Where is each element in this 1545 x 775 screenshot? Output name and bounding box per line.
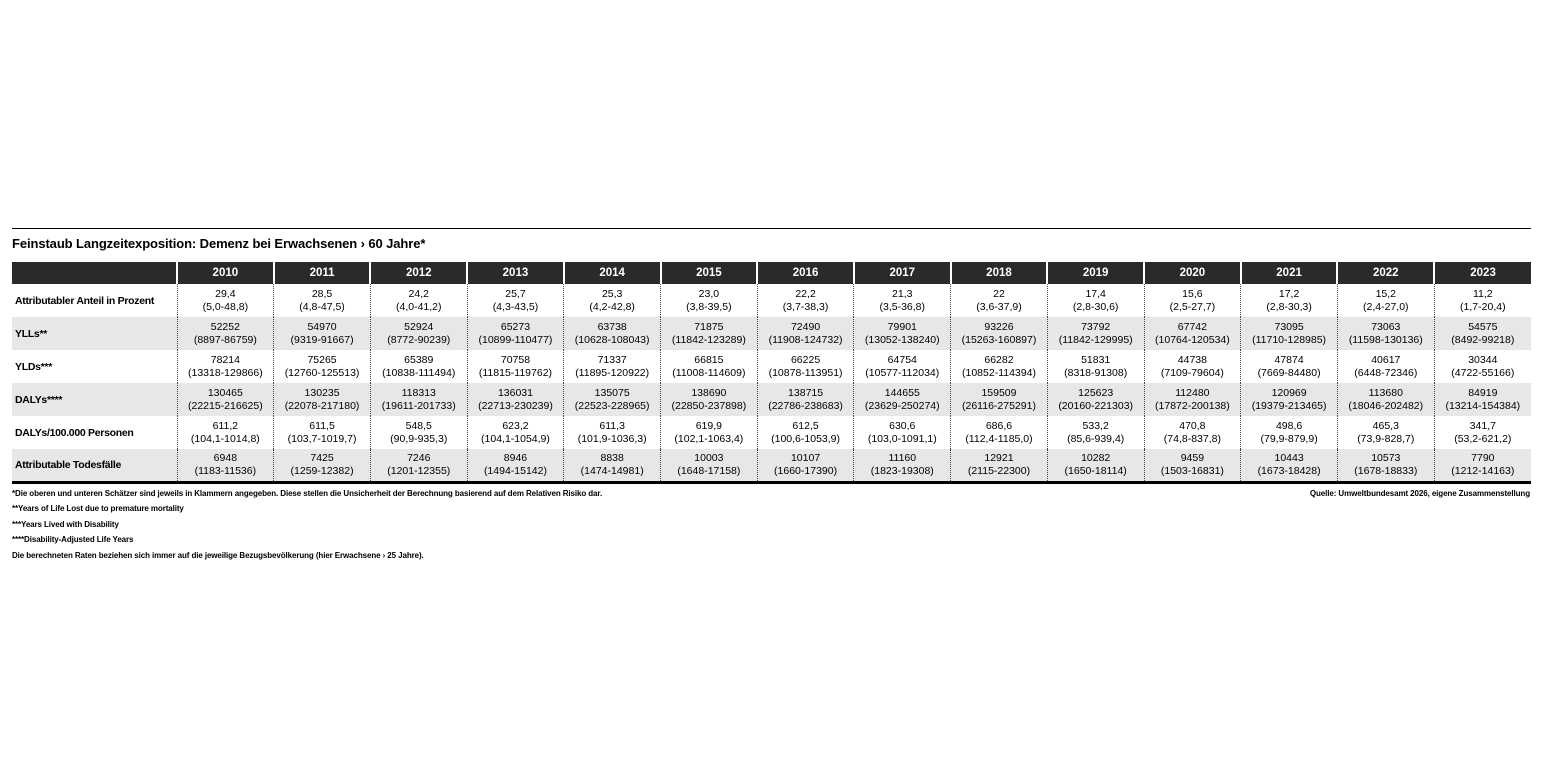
data-cell: [1047, 350, 1144, 383]
cell-uncertainty-range: (20160-221303): [1058, 399, 1134, 412]
cell-uncertainty-range: (7669-84480): [1257, 366, 1321, 379]
cell-value: 8838: [600, 451, 624, 464]
cell-value: 22,2: [795, 287, 816, 300]
cell-value: 10107: [790, 451, 821, 464]
cell-value: 17,4: [1085, 287, 1106, 300]
cell-value: 78214: [210, 353, 240, 366]
cell-value: 72490: [790, 320, 821, 333]
cell-uncertainty-range: (1183-11536): [194, 464, 257, 477]
table-row: [12, 317, 1531, 350]
cell-value: 548,5: [405, 419, 432, 432]
cell-uncertainty-range: (6448-72346): [1354, 366, 1418, 379]
cell-uncertainty-range: (22713-230239): [478, 399, 553, 412]
cell-value: 118313: [401, 386, 436, 399]
footnote-rates: Die berechneten Raten beziehen sich immer auf die jeweilige Bezugsbevölkerung (hier Erwachsene › 25 Jahre).: [12, 550, 424, 560]
data-cell: [370, 284, 467, 317]
data-cell: [177, 383, 274, 416]
data-cell: [1144, 449, 1241, 482]
cell-uncertainty-range: (18046-202482): [1348, 399, 1424, 412]
data-cell: [564, 284, 661, 317]
data-cell: [757, 449, 854, 482]
year-header: 2013: [467, 262, 564, 284]
cell-uncertainty-range: (1259-12382): [290, 464, 354, 477]
cell-value: 52924: [404, 320, 434, 333]
year-header: 2019: [1047, 262, 1144, 284]
year-header: 2017: [854, 262, 951, 284]
cell-uncertainty-range: (4,8-47,5): [299, 300, 345, 313]
data-cell: [854, 416, 951, 449]
cell-value: 144655: [884, 386, 920, 399]
data-cell: [951, 383, 1048, 416]
data-cell: [467, 350, 564, 383]
data-cell: [854, 317, 951, 350]
cell-value: 130465: [207, 386, 243, 399]
cell-uncertainty-range: (12760-125513): [284, 366, 360, 379]
data-cell: [274, 350, 371, 383]
cell-uncertainty-range: (1673-18428): [1257, 464, 1321, 477]
data-cell: [370, 449, 467, 482]
table-head: [12, 262, 1531, 284]
cell-uncertainty-range: (8492-99218): [1451, 333, 1515, 346]
row-label: YLDs***: [15, 360, 52, 373]
cell-uncertainty-range: (8772-90239): [387, 333, 451, 346]
data-cell: [1434, 416, 1531, 449]
cell-uncertainty-range: (11895-120922): [575, 366, 650, 379]
data-cell: [274, 317, 371, 350]
data-cell: [1144, 284, 1241, 317]
cell-value: 84919: [1468, 386, 1498, 399]
data-cell: [1144, 317, 1241, 350]
cell-value: 10443: [1274, 451, 1304, 464]
cell-uncertainty-range: (17872-200138): [1155, 399, 1230, 412]
data-cell: [274, 416, 371, 449]
cell-value: 15,2: [1375, 287, 1396, 300]
cell-value: 40617: [1371, 353, 1401, 366]
cell-uncertainty-range: (13052-138240): [864, 333, 940, 346]
cell-uncertainty-range: (11710-128985): [1252, 333, 1327, 346]
cell-value: 65273: [500, 320, 531, 333]
data-cell: [564, 416, 661, 449]
cell-uncertainty-range: (3,7-38,3): [782, 300, 829, 313]
footnote-dalys: ****Disability-Adjusted Life Years: [12, 535, 134, 544]
cell-uncertainty-range: (2115-22300): [967, 464, 1031, 477]
cell-uncertainty-range: (4,0-41,2): [395, 300, 442, 313]
data-cell: [564, 383, 661, 416]
cell-uncertainty-range: (10577-112034): [865, 366, 940, 379]
cell-uncertainty-range: (2,5-27,7): [1169, 300, 1216, 313]
table-figure: [12, 228, 1531, 566]
data-cell: [1047, 383, 1144, 416]
cell-uncertainty-range: (8318-91308): [1064, 366, 1128, 379]
cell-uncertainty-range: (10878-113951): [768, 366, 843, 379]
data-cell: [274, 284, 371, 317]
data-cell: [1241, 416, 1338, 449]
data-cell: [564, 317, 661, 350]
data-cell: [467, 284, 564, 317]
cell-uncertainty-range: (1212-14163): [1451, 464, 1515, 477]
cell-uncertainty-range: (22078-217180): [284, 399, 360, 412]
cell-value: 138715: [788, 386, 824, 399]
cell-uncertainty-range: (13318-129866): [187, 366, 263, 379]
year-header: 2010: [177, 262, 274, 284]
cell-uncertainty-range: (5,0-48,8): [202, 300, 249, 313]
cell-value: 125623: [1078, 386, 1114, 399]
year-header: 2023: [1434, 262, 1531, 284]
cell-value: 11,2: [1472, 287, 1493, 300]
cell-uncertainty-range: (1474-14981): [580, 464, 644, 477]
cell-value: 54970: [307, 320, 337, 333]
cell-uncertainty-range: (1201-12355): [387, 464, 451, 477]
cell-uncertainty-range: (11842-129995): [1058, 333, 1133, 346]
data-cell: [1047, 416, 1144, 449]
cell-value: 25,3: [601, 287, 623, 300]
cell-value: 66225: [790, 353, 821, 366]
data-table: [12, 262, 1531, 484]
cell-uncertainty-range: (100,6-1053,9): [771, 432, 841, 445]
data-cell: [661, 416, 758, 449]
cell-value: 29,4: [215, 287, 236, 300]
year-header: 2011: [274, 262, 371, 284]
footnote-ylds: ***Years Lived with Disability: [12, 519, 119, 529]
cell-uncertainty-range: (104,1-1014,8): [190, 432, 260, 445]
data-cell: [1241, 284, 1338, 317]
year-header: 2020: [1144, 262, 1241, 284]
cell-uncertainty-range: (9319-91667): [290, 333, 354, 346]
data-cell: [177, 317, 274, 350]
cell-uncertainty-range: (23629-250274): [864, 399, 940, 412]
data-cell: [1434, 284, 1531, 317]
data-cell: [1434, 317, 1531, 350]
data-cell: [177, 449, 274, 482]
cell-value: 611,3: [599, 419, 625, 432]
source-note: Quelle: Umweltbundesamt 2026, eigene Zusammenstellung: [1309, 488, 1530, 498]
cell-value: 9459: [1180, 451, 1205, 464]
table-row: [12, 284, 1531, 317]
cell-uncertainty-range: (15263-160897): [961, 333, 1037, 346]
data-cell: [951, 284, 1048, 317]
cell-value: 30344: [1468, 353, 1498, 366]
cell-value: 120969: [1271, 386, 1307, 399]
data-cell: [1241, 383, 1338, 416]
cell-uncertainty-range: (2,8-30,3): [1266, 300, 1312, 313]
cell-value: 64754: [887, 353, 917, 366]
cell-uncertainty-range: (1823-19308): [870, 464, 934, 477]
cell-uncertainty-range: (85,6-939,4): [1067, 432, 1125, 445]
cell-uncertainty-range: (10838-111494): [382, 366, 456, 379]
cell-uncertainty-range: (104,1-1054,9): [481, 432, 550, 445]
data-cell: [467, 383, 564, 416]
row-label: YLLs**: [15, 327, 48, 340]
cell-uncertainty-range: (11842-123289): [671, 333, 746, 346]
cell-value: 71875: [694, 320, 724, 333]
row-label-header: [12, 262, 177, 284]
row-label: DALYs/100.000 Personen: [15, 426, 134, 439]
data-cell: [854, 350, 951, 383]
cell-value: 10003: [694, 451, 724, 464]
cell-uncertainty-range: (1660-17390): [774, 464, 838, 477]
data-cell: [854, 449, 951, 482]
cell-value: 66282: [984, 353, 1014, 366]
data-cell: [1047, 449, 1144, 482]
cell-value: 7246: [407, 451, 431, 464]
data-cell: [1241, 449, 1338, 482]
cell-uncertainty-range: (1650-18114): [1064, 464, 1127, 477]
cell-uncertainty-range: (10899-110477): [478, 333, 553, 346]
cell-uncertainty-range: (26116-275291): [962, 399, 1036, 412]
cell-value: 112480: [1175, 386, 1210, 399]
cell-uncertainty-range: (1494-15142): [483, 464, 547, 477]
cell-value: 623,2: [502, 419, 529, 432]
data-cell: [757, 317, 854, 350]
cell-uncertainty-range: (19379-213465): [1251, 399, 1327, 412]
cell-uncertainty-range: (1503-16831): [1160, 464, 1224, 477]
year-header: 2021: [1241, 262, 1338, 284]
cell-value: 686,6: [985, 419, 1013, 432]
data-cell: [757, 383, 854, 416]
cell-uncertainty-range: (1648-17158): [677, 464, 741, 477]
cell-value: 11160: [888, 451, 917, 464]
page-title: Feinstaub Langzeitexposition: Demenz bei Erwachsenen › 60 Jahre*: [12, 236, 426, 251]
data-cell: [854, 284, 951, 317]
data-cell: [467, 449, 564, 482]
cell-value: 619,9: [695, 419, 722, 432]
cell-value: 159509: [981, 386, 1017, 399]
cell-value: 12921: [984, 451, 1014, 464]
data-cell: [1337, 449, 1434, 482]
cell-uncertainty-range: (10628-108043): [574, 333, 650, 346]
cell-value: 465,3: [1372, 419, 1399, 432]
cell-value: 63738: [597, 320, 627, 333]
table-row: [12, 383, 1531, 416]
cell-value: 7425: [310, 451, 334, 464]
cell-uncertainty-range: (13214-154384): [1445, 399, 1521, 412]
year-header: 2016: [757, 262, 854, 284]
data-cell: [564, 350, 661, 383]
cell-uncertainty-range: (101,9-1036,3): [577, 432, 647, 445]
year-header: 2015: [661, 262, 758, 284]
cell-uncertainty-range: (19611-201733): [381, 399, 456, 412]
data-cell: [1144, 350, 1241, 383]
title-block: [12, 228, 1531, 251]
cell-uncertainty-range: (22215-216625): [187, 399, 263, 412]
cell-value: 24,2: [408, 287, 429, 300]
data-cell: [951, 449, 1048, 482]
cell-uncertainty-range: (2,4-27,0): [1363, 300, 1409, 313]
cell-value: 7790: [1471, 451, 1495, 464]
data-cell: [1241, 317, 1338, 350]
cell-value: 52252: [210, 320, 240, 333]
cell-uncertainty-range: (3,6-37,9): [976, 300, 1022, 313]
cell-uncertainty-range: (74,8-837,8): [1163, 432, 1221, 445]
data-cell: [177, 416, 274, 449]
cell-value: 113680: [1368, 386, 1403, 399]
data-cell: [661, 449, 758, 482]
cell-value: 630,6: [889, 419, 916, 432]
data-cell: [370, 416, 467, 449]
cell-uncertainty-range: (1,7-20,4): [1460, 300, 1506, 313]
data-cell: [757, 350, 854, 383]
cell-value: 23,0: [698, 287, 720, 300]
footnote-ylls: **Years of Life Lost due to premature mortality: [12, 504, 184, 513]
cell-value: 15,6: [1182, 287, 1203, 300]
cell-value: 6948: [213, 451, 238, 464]
data-cell: [1434, 449, 1531, 482]
cell-uncertainty-range: (11008-114609): [672, 366, 746, 379]
cell-value: 73063: [1371, 320, 1401, 333]
cell-value: 10282: [1081, 451, 1111, 464]
cell-value: 28,5: [311, 287, 333, 300]
data-cell: [467, 416, 564, 449]
cell-value: 47874: [1274, 353, 1304, 366]
cell-uncertainty-range: (3,8-39,5): [686, 300, 732, 313]
cell-value: 93226: [984, 320, 1014, 333]
cell-value: 135075: [594, 386, 630, 399]
cell-value: 21,3: [892, 287, 913, 300]
cell-uncertainty-range: (22850-237898): [671, 399, 747, 412]
cell-uncertainty-range: (103,0-1091,1): [867, 432, 937, 445]
cell-uncertainty-range: (11598-130136): [1348, 333, 1423, 346]
row-label: Attributabler Anteil in Prozent: [15, 294, 155, 307]
data-cell: [1144, 383, 1241, 416]
cell-uncertainty-range: (102,1-1063,4): [674, 432, 744, 445]
data-cell: [1144, 416, 1241, 449]
table-row: [12, 350, 1531, 383]
cell-value: 67742: [1177, 320, 1207, 333]
cell-value: 25,7: [505, 287, 526, 300]
cell-value: 611,2: [212, 419, 239, 432]
data-cell: [951, 317, 1048, 350]
data-cell: [1047, 284, 1144, 317]
cell-uncertainty-range: (90,9-935,3): [390, 432, 448, 445]
cell-uncertainty-range: (112,4-1185,0): [965, 432, 1033, 445]
data-cell: [370, 383, 467, 416]
cell-uncertainty-range: (4722-55166): [1451, 366, 1515, 379]
data-cell: [177, 284, 274, 317]
cell-uncertainty-range: (4,2-42,8): [589, 300, 635, 313]
data-cell: [1241, 350, 1338, 383]
cell-value: 70758: [500, 353, 531, 366]
data-cell: [274, 449, 371, 482]
cell-value: 136031: [497, 386, 533, 399]
cell-uncertainty-range: (3,5-36,8): [879, 300, 926, 313]
data-cell: [951, 416, 1048, 449]
data-cell: [757, 416, 854, 449]
cell-value: 73792: [1081, 320, 1111, 333]
table-body: [12, 284, 1531, 482]
data-cell: [370, 350, 467, 383]
data-cell: [1337, 350, 1434, 383]
year-header: 2014: [564, 262, 661, 284]
cell-value: 533,2: [1082, 419, 1109, 432]
data-cell: [1434, 350, 1531, 383]
cell-value: 73095: [1274, 320, 1304, 333]
cell-value: 611,5: [309, 419, 335, 432]
data-cell: [661, 284, 758, 317]
cell-uncertainty-range: (22523-228965): [574, 399, 650, 412]
data-cell: [467, 317, 564, 350]
data-cell: [274, 383, 371, 416]
cell-uncertainty-range: (2,8-30,6): [1072, 300, 1119, 313]
table-row: [12, 416, 1531, 449]
data-cell: [757, 284, 854, 317]
year-header: 2022: [1337, 262, 1434, 284]
cell-uncertainty-range: (11815-119762): [478, 366, 553, 379]
cell-uncertainty-range: (73,9-828,7): [1357, 432, 1415, 445]
row-label: DALYs****: [15, 393, 63, 406]
data-cell: [1337, 416, 1434, 449]
data-cell: [1337, 284, 1434, 317]
cell-uncertainty-range: (79,9-879,9): [1260, 432, 1318, 445]
cell-value: 612,5: [792, 419, 819, 432]
cell-value: 79901: [887, 320, 917, 333]
cell-value: 75265: [307, 353, 337, 366]
table-row: [12, 449, 1531, 482]
data-cell: [370, 317, 467, 350]
data-cell: [1047, 317, 1144, 350]
data-cell: [661, 383, 758, 416]
cell-value: 10573: [1371, 451, 1401, 464]
data-cell: [177, 350, 274, 383]
year-header: 2018: [951, 262, 1048, 284]
cell-value: 138690: [691, 386, 727, 399]
cell-value: 71337: [597, 353, 627, 366]
cell-uncertainty-range: (10764-120534): [1155, 333, 1230, 346]
row-label: Attributable Todesfälle: [15, 458, 122, 471]
footnote-block: [12, 489, 1531, 560]
cell-value: 51831: [1081, 353, 1111, 366]
cell-value: 17,2: [1278, 287, 1300, 300]
data-cell: [951, 350, 1048, 383]
cell-uncertainty-range: (53,2-621,2): [1454, 432, 1512, 445]
cell-value: 22: [993, 287, 1005, 300]
data-cell: [564, 449, 661, 482]
data-cell: [661, 350, 758, 383]
data-cell: [661, 317, 758, 350]
cell-value: 130235: [304, 386, 340, 399]
cell-value: 8946: [503, 451, 528, 464]
cell-uncertainty-range: (8897-86759): [193, 333, 257, 346]
cell-uncertainty-range: (22786-238683): [768, 399, 843, 412]
cell-uncertainty-range: (1678-18833): [1354, 464, 1418, 477]
data-cell: [1337, 317, 1434, 350]
cell-uncertainty-range: (4,3-43,5): [492, 300, 539, 313]
cell-value: 54575: [1468, 320, 1498, 333]
cell-value: 470,8: [1179, 419, 1206, 432]
data-cell: [854, 383, 951, 416]
data-cell: [1434, 383, 1531, 416]
cell-uncertainty-range: (103,7-1019,7): [287, 432, 357, 445]
footnote-estimators: *Die oberen und unteren Schätzer sind jeweils in Klammern angegeben. Diese stellen die Unsicherheit der Berechnung basierend auf dem Relativen Risiko dar.: [12, 488, 603, 498]
cell-value: 498,6: [1275, 419, 1303, 432]
cell-value: 44738: [1177, 353, 1207, 366]
cell-uncertainty-range: (10852-114394): [962, 366, 1036, 379]
year-header: 2012: [370, 262, 467, 284]
cell-value: 341,7: [1469, 419, 1496, 432]
cell-uncertainty-range: (11908-124732): [768, 333, 843, 346]
data-cell: [1337, 383, 1434, 416]
cell-uncertainty-range: (7109-79604): [1160, 366, 1224, 379]
table-header-row: [12, 262, 1531, 284]
cell-value: 66815: [694, 353, 724, 366]
cell-value: 65389: [404, 353, 434, 366]
